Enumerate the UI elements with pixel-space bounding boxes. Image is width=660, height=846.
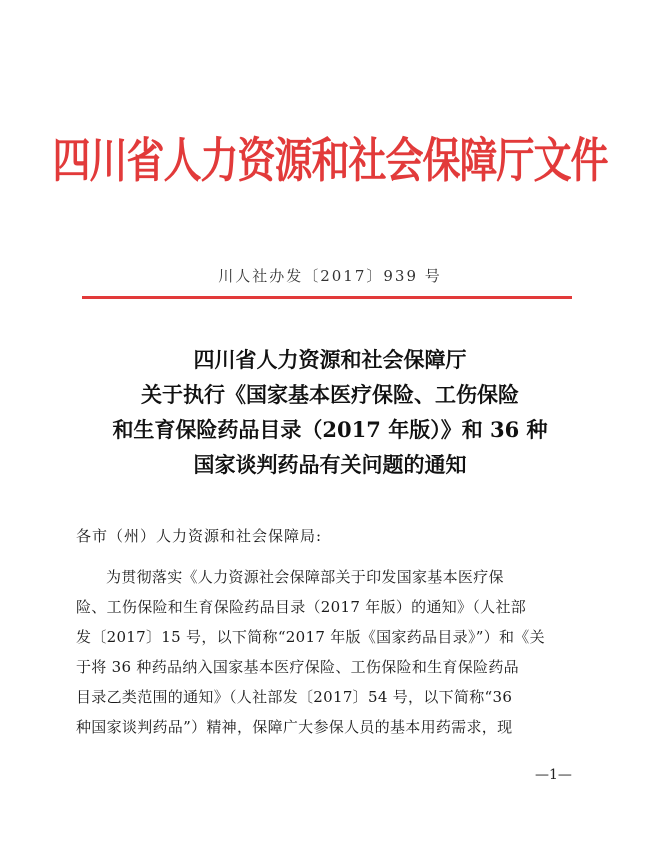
red-divider-line: [82, 296, 572, 299]
body-line: 于将 36 种药品纳入国家基本医疗保险、工伤保险和生育保险药品: [76, 658, 519, 676]
body-line: 目录乙类范围的通知》（人社部发〔2017〕54 号，以下简称“36: [76, 688, 513, 706]
body-line: 种国家谈判药品”）精神，保障广大参保人员的基本用药需求，现: [76, 718, 513, 736]
document-number: 川人社办发〔2017〕939 号: [218, 267, 442, 285]
body-line: 为贯彻落实《人力资源社会保障部关于印发国家基本医疗保: [106, 568, 504, 586]
page-number: —1—: [535, 767, 572, 783]
body-line: 发〔2017〕15 号，以下简称“2017 年版《国家药品目录》”）和《关: [76, 628, 545, 646]
title-line: 四川省人力资源和社会保障厅: [193, 347, 467, 372]
body-paragraph: [76, 562, 586, 742]
title-line: 关于执行《国家基本医疗保险、工伤保险: [141, 382, 519, 407]
title-line: 和生育保险药品目录（2017 年版）》和 36 种: [112, 417, 548, 442]
title-line: 国家谈判药品有关问题的通知: [193, 452, 467, 477]
salutation: 各市（州）人力资源和社会保障局:: [76, 527, 323, 545]
notice-title: [0, 342, 660, 482]
body-line: 险、工伤保险和生育保险药品目录（2017 年版）的通知》（人社部: [76, 598, 527, 616]
document-masthead: 四川省人力资源和社会保障厅文件: [52, 133, 608, 189]
